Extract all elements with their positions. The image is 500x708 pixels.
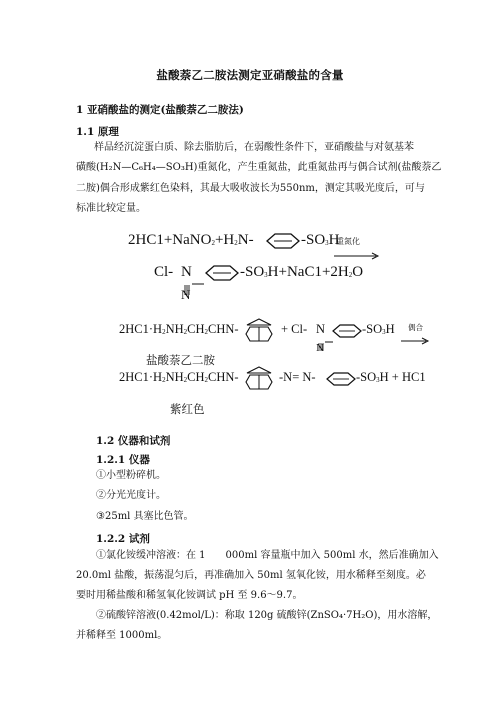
diazotization-condition: 重氮化 [336, 237, 360, 246]
reaction-3-nitrogen-top: N [316, 322, 326, 336]
benzene-ring-icon [326, 371, 356, 390]
coupling-condition: 偶合 [408, 323, 423, 332]
bond-line-icon [192, 271, 204, 290]
azo-group: -N= N- [279, 370, 316, 384]
naphthalene-ring-icon [244, 365, 274, 399]
reagent-2-line-1: ②硫酸锌溶液(0.42mol/L)：称取 120g 硫酸锌(ZnSO₄·7H₂O)，用水溶解， [96, 610, 438, 621]
principle-line-3: 二胺)偶合形成紫红色染料，其最大吸收波长为550nm，测定其吸光度后，可与 [76, 183, 425, 194]
reaction-2-nitrogen-bottom: N [181, 287, 191, 302]
reaction-2-nitrogen-top: N [181, 264, 192, 280]
reagent-name-label: 盐酸萘乙二胺 [146, 353, 215, 367]
section-1-1-heading: 1.1 原理 [76, 126, 119, 138]
principle-line-1: 样品经沉淀蛋白质、除去脂肪后，在弱酸性条件下，亚硝酸盐与对氨基苯 [94, 142, 414, 153]
reaction-3-reagent: $2HC1\cdot H_2NH_2CH_2CHN-$ [119, 322, 239, 336]
reaction-1-left: $2HC1+NaNO_2+H_2N-$ [128, 232, 254, 248]
reagent-2-line-2: 并稀释至 1000ml。 [76, 630, 168, 641]
section-1-2-heading: 1.2 仪器和试剂 [96, 435, 171, 447]
reaction-2-products: $-SO_3H+NaC1+2H_2O$ [240, 264, 364, 280]
dye-color-label: 紫红色 [170, 402, 205, 416]
reaction-1-sulfonic-acid: $-SO_3H$ [301, 232, 340, 248]
reagent-1-line-3: 要时用稀盐酸和稀氢氧化铵调试 pH 至 9.6～9.7。 [76, 590, 303, 601]
section-1-heading: 1 亚硝酸盐的测定(盐酸萘乙二胺法) [76, 104, 244, 116]
reaction-arrow-icon [334, 245, 380, 264]
reaction-arrow-icon [401, 330, 429, 349]
benzene-ring-icon [332, 323, 362, 342]
section-1-2-2-heading: 1.2.2 试剂 [96, 533, 150, 545]
instrument-item-2: ②分光光度计。 [96, 490, 166, 501]
reaction-2-chloride: Cl- [154, 264, 174, 280]
instrument-item-1: ①小型粉碎机。 [96, 470, 166, 481]
reaction-3-plus-chloride: + Cl- [281, 322, 308, 336]
principle-line-4: 标准比较定量。 [76, 203, 146, 214]
document-title: 盐酸萘乙二胺法测定亚硝酸盐的含量 [156, 68, 344, 82]
benzene-ring-icon [266, 233, 300, 253]
reaction-3-nitrogen-bottom: N [316, 342, 324, 354]
naphthalene-ring-icon [244, 317, 274, 351]
benzene-ring-icon [205, 265, 239, 285]
section-1-2-1-heading: 1.2.1 仪器 [96, 454, 150, 466]
reaction-3-sulfonic-acid: $-SO_3H$ [362, 322, 395, 336]
reaction-4-products: $-SO_3H + HC1$ [356, 370, 426, 384]
reagent-1-line-1: ①氯化铵缓冲溶液：在 1 000ml 容量瓶中加入 500ml 水，然后准确加入 [96, 550, 439, 561]
reaction-4-reagent: $2HC1\cdot H_2NH_2CH_2CHN-$ [119, 370, 239, 384]
principle-line-2: 磺酸(H₂N—C₆H₄—SO₃H)重氮化，产生重氮盐，此重氮盐再与偶合试剂(盐酸萘乙 [76, 162, 442, 173]
instrument-item-3: ③25ml 具塞比色管。 [96, 511, 194, 522]
reagent-1-line-2: 20.0ml 盐酸，振荡混匀后，再准确加入 50ml 氢氧化铵，用水稀释至刻度。必 [76, 570, 426, 581]
